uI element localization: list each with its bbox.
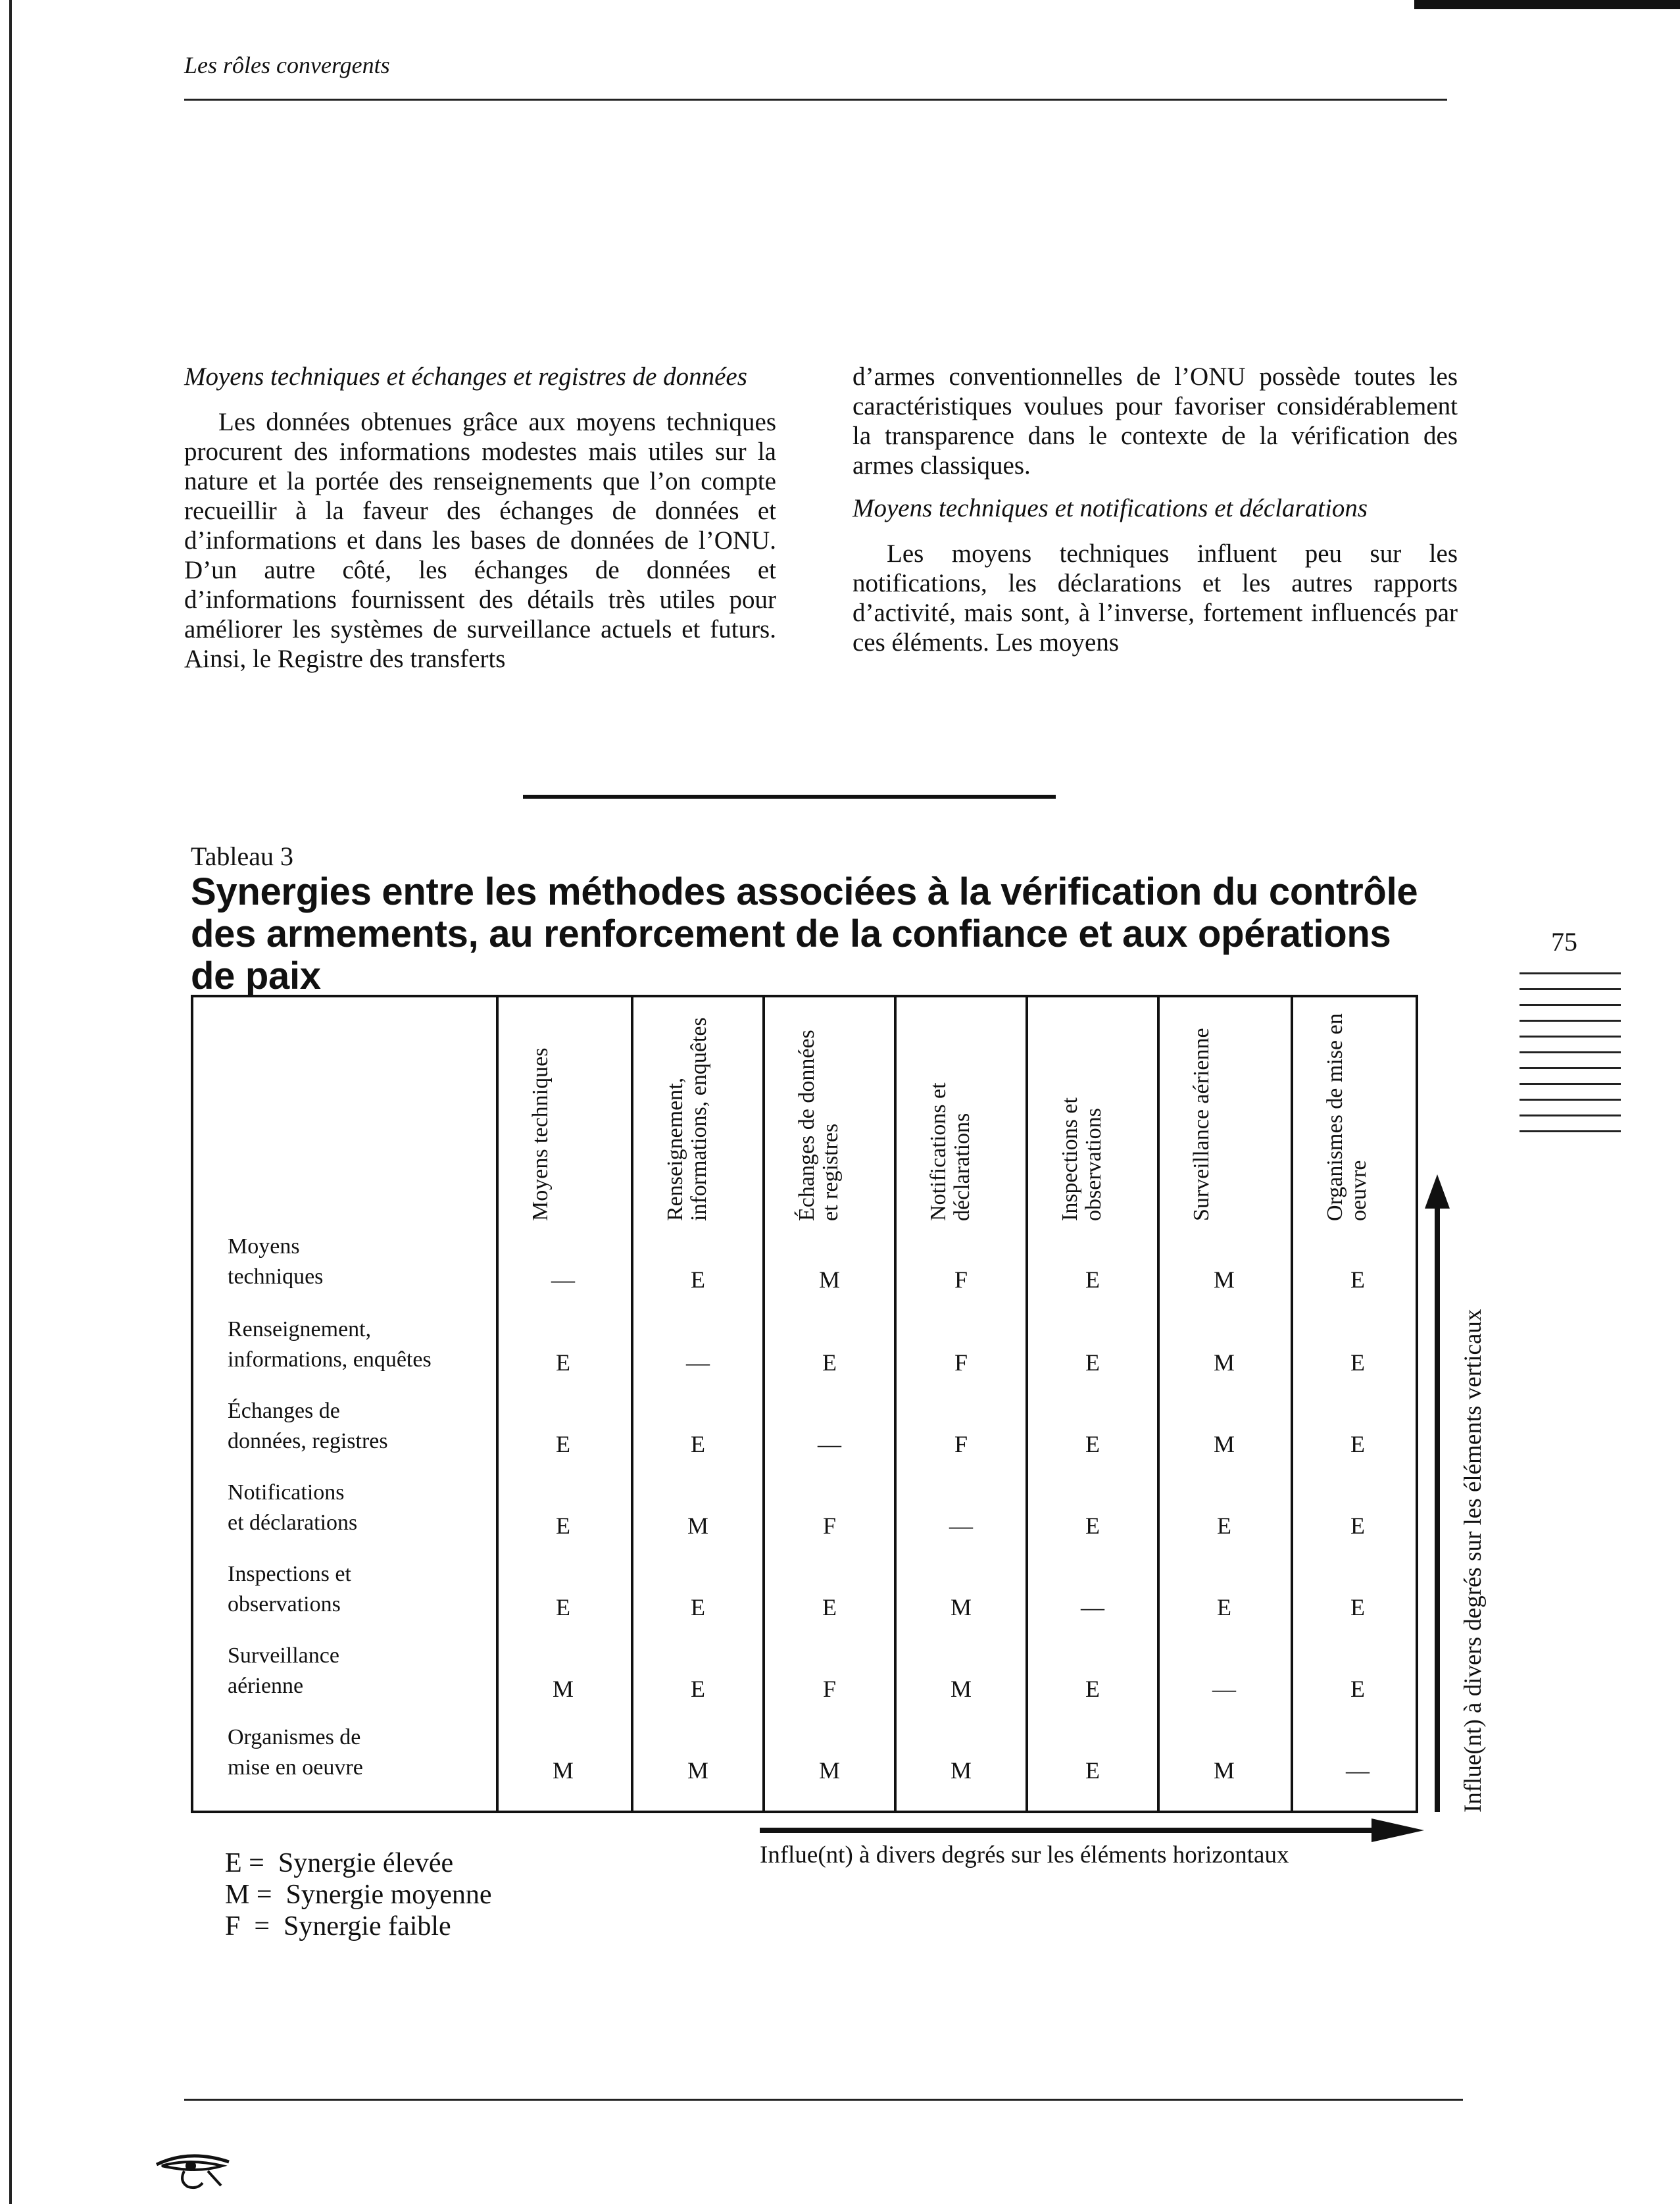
row-header-line: informations, enquêtes (228, 1347, 432, 1372)
table-label: Tableau 3 (191, 841, 294, 871)
footer-rule (184, 2099, 1463, 2101)
column-header: Notifications et déclarations (926, 1082, 974, 1221)
synergy-cell: E (1085, 1757, 1100, 1784)
left-paragraph: Les données obtenues grâce aux moyens techniques procurent des informations modestes mais utiles sur la nature et la portée des renseignements que l’on compte recueillir à la faveur des échanges de données et d’informations et dans les bases de données de l’ONU. D’un autre côté, les échanges de données et d’informations fournissent des détails très utiles pour améliorer les systèmes de surveillance actuels et futurs. Ainsi, le Registre des transferts (184, 408, 776, 673)
legend-row: F = Synergie faible (225, 1911, 451, 1941)
synergy-cell: M (818, 1266, 840, 1293)
synergy-cell: E (1350, 1594, 1365, 1620)
row-header-line: Inspections et (228, 1562, 351, 1586)
synergy-cell: M (687, 1513, 708, 1539)
synergy-cell: M (552, 1757, 574, 1784)
synergy-cell: E (1217, 1594, 1231, 1620)
row-header (228, 1396, 484, 1457)
legend (225, 1847, 492, 1942)
column-header: Renseignement, informations, enquêtes (663, 1017, 711, 1221)
column-header: Moyens techniques (528, 1047, 553, 1221)
synergy-cell: F (822, 1676, 837, 1702)
synergy-cell: E (1350, 1676, 1365, 1702)
synergy-cell: M (1213, 1349, 1235, 1376)
row-header-line: Échanges de (228, 1399, 340, 1423)
column-header: Surveillance aérienne (1189, 1028, 1214, 1221)
synergy-cell: F (954, 1266, 968, 1293)
synergy-cell: E (691, 1676, 705, 1702)
row-header-line: Organismes de (228, 1725, 361, 1749)
row-header (228, 1478, 484, 1538)
row-header (228, 1232, 484, 1292)
synergy-cell: M (950, 1676, 972, 1702)
margin-bar (1519, 988, 1621, 990)
legend-row: E = Synergie élevée (225, 1848, 454, 1878)
synergy-cell: M (1213, 1266, 1235, 1293)
right-paragraph: Les moyens techniques influent peu sur les notifications, les déclarations et les autres rapports d’activité, mais sont, à l’inverse, fortement influencés par ces éléments. Les moyens (852, 539, 1458, 657)
margin-bar (1519, 1083, 1621, 1085)
synergy-cell: — (551, 1266, 575, 1293)
margin-bar (1519, 972, 1621, 974)
synergy-cell: E (691, 1431, 705, 1457)
column-header: Échanges de données et registres (795, 1030, 843, 1221)
running-header: Les rôles convergents (184, 52, 390, 78)
synergy-cell: F (954, 1349, 968, 1376)
row-header-line: Renseignement, (228, 1317, 372, 1341)
horizontal-arrow-head (1371, 1818, 1424, 1842)
synergy-cell: E (1350, 1431, 1365, 1457)
row-header (228, 1641, 484, 1701)
synergy-cell: F (822, 1513, 837, 1539)
header-rule (184, 99, 1447, 101)
synergy-cell: E (691, 1266, 705, 1293)
synergy-cell: M (818, 1757, 840, 1784)
margin-bar (1519, 1099, 1621, 1101)
synergy-cell: — (949, 1513, 973, 1539)
row-header (228, 1722, 484, 1783)
synergy-cell: M (1213, 1431, 1235, 1457)
synergy-cell: M (950, 1594, 972, 1620)
synergy-cell: E (1350, 1513, 1365, 1539)
synergy-cell: E (1085, 1349, 1100, 1376)
table-title: Synergies entre les méthodes associées à la vérification du contrôle des armements, au renforcement de la confiance et aux opérations de paix (191, 870, 1418, 997)
page-number: 75 (1551, 927, 1577, 957)
synergy-cell: E (1217, 1513, 1231, 1539)
column-header: Organismes de mise en oeuvre (1323, 1013, 1371, 1221)
synergy-cell: — (1346, 1757, 1370, 1784)
margin-bar (1519, 1130, 1621, 1132)
section-divider (523, 795, 1056, 799)
margin-bar (1519, 1067, 1621, 1069)
synergy-cell: E (822, 1594, 837, 1620)
synergy-cell: M (1213, 1757, 1235, 1784)
left-subhead: Moyens techniques et échanges et registres de données (184, 363, 747, 391)
synergy-cell: E (1085, 1431, 1100, 1457)
synergy-cell: — (1212, 1676, 1236, 1702)
legend-row: M = Synergie moyenne (225, 1880, 492, 1910)
eye-of-horus-icon (150, 2146, 242, 2192)
synergy-cell: E (556, 1513, 570, 1539)
synergy-cell: F (954, 1431, 968, 1457)
horizontal-arrow-label: Influe(nt) à divers degrés sur les éléments horizontaux (760, 1841, 1289, 1868)
synergy-cell: — (818, 1431, 841, 1457)
row-header-line: mise en oeuvre (228, 1755, 363, 1780)
row-header (228, 1559, 484, 1620)
page-edge-line (9, 0, 12, 2204)
row-header (228, 1315, 484, 1375)
synergy-cell: E (556, 1349, 570, 1376)
vertical-arrow (1435, 1204, 1440, 1812)
row-header-line: Moyens (228, 1234, 300, 1259)
synergy-cell: E (556, 1594, 570, 1620)
synergy-cell: E (1350, 1266, 1365, 1293)
row-header-line: aérienne (228, 1674, 304, 1698)
synergy-matrix (191, 995, 1418, 1813)
synergy-cell: E (1350, 1349, 1365, 1376)
column-header: Inspections et observations (1058, 1097, 1106, 1221)
row-header-line: techniques (228, 1265, 324, 1289)
synergy-cell: E (1085, 1266, 1100, 1293)
right-column (852, 362, 1458, 670)
row-header-line: observations (228, 1592, 341, 1616)
synergy-cell: E (691, 1594, 705, 1620)
margin-bar (1519, 1004, 1621, 1006)
right-subhead: Moyens techniques et notifications et déclarations (852, 494, 1368, 522)
synergy-cell: E (556, 1431, 570, 1457)
row-header-line: Surveillance (228, 1643, 339, 1668)
scan-top-mark (1414, 0, 1680, 9)
synergy-cell: E (822, 1349, 837, 1376)
margin-bar (1519, 1115, 1621, 1116)
synergy-cell: E (1085, 1513, 1100, 1539)
synergy-cell: M (552, 1676, 574, 1702)
left-column (184, 362, 776, 687)
synergy-cell: E (1085, 1676, 1100, 1702)
margin-bar (1519, 1020, 1621, 1022)
row-header-line: données, registres (228, 1429, 388, 1453)
margin-bar (1519, 1036, 1621, 1038)
margin-bar (1519, 1051, 1621, 1053)
vertical-arrow-label: Influe(nt) à divers degrés sur les éléments verticaux (1460, 1309, 1487, 1813)
row-header-line: et déclarations (228, 1511, 358, 1535)
row-header-line: Notifications (228, 1480, 345, 1505)
synergy-cell: M (687, 1757, 708, 1784)
right-paragraph-continued: d’armes conventionnelles de l’ONU possède toutes les caractéristiques voulues pour favoriser considérablement la transparence dans le contexte de la vérification des armes classiques. (852, 363, 1458, 480)
synergy-cell: — (1081, 1594, 1104, 1620)
synergy-cell: — (686, 1349, 710, 1376)
horizontal-arrow (760, 1828, 1371, 1833)
synergy-cell: M (950, 1757, 972, 1784)
